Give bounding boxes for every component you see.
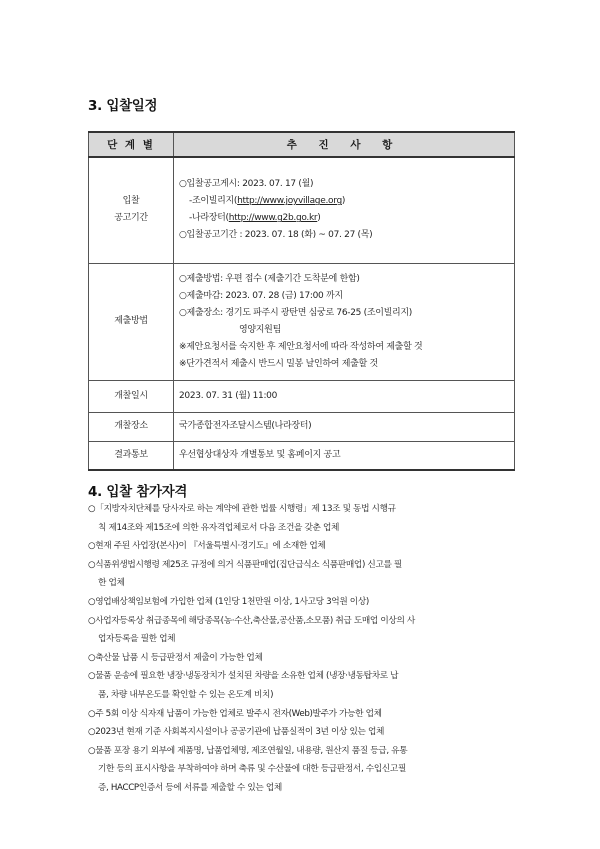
row-label-submission: 제출방법 (89, 263, 174, 380)
g2b-link[interactable]: http://www.g2b.go.kr (228, 213, 318, 224)
row-label-result: 결과통보 (89, 441, 174, 470)
list-item: ○사업자등록상 취급종목에 해당종목(농·수산,축산물,공산품,소모품) 취급 도매업 이상의 사 업자등록을 필한 업체 (88, 615, 415, 645)
header-details: 추 진 사 항 (174, 132, 515, 157)
section-4-title: 4. 입찰 참가자격 (88, 484, 188, 500)
row-content-submission: ○제출방법: 우편 접수 (제출기간 도착분에 한함) ○제출마감: 2023. 07. 28 (금) 17:00 까지 ○제출장소: 경기도 파주시 광탄면 심궁로 76-25 (조이빌리지) 영양지원팀 ※제안요청서를 숙지한 후 제안요청서에 따라 작성하여 제출할 것 ※단가견적서 제출시 반드시 밀봉 날인하여 제출할 것 (174, 263, 515, 380)
list-item: ○식품위생법시행령 제25조 규정에 의거 식품판매업(집단급식소 식품판매업) 신고를 필 한 업체 (88, 559, 402, 589)
row-content-opening-place: 국가종합전자조달시스템(나라장터) (174, 412, 515, 441)
list-item: ○「지방자치단체를 당사자로 하는 계약에 관한 법률 시행령」제 13조 및 동법 시행규 칙 제14조와 제15조에 의한 유자격업체로서 다음 조건을 갖춘 업체 (88, 504, 396, 533)
table-row (89, 263, 515, 380)
list-item: ○영업배상책임보험에 가입한 업체 (1인당 1천만원 이상, 1사고당 3억원 이상) (88, 596, 369, 607)
joyvillage-link[interactable]: http://www.joyvillage.org (237, 196, 342, 207)
list-item: ○물품 운송에 필요한 냉장·냉동장치가 설치된 차량을 소유한 업체 (냉장·냉동탑차로 납 품, 차량 내부온도를 확인할 수 있는 온도계 비치) (88, 671, 399, 700)
list-item: ○2023년 현재 기준 사회복지시설이나 공공기관에 납품실적이 3년 이상 있는 업체 (88, 727, 385, 738)
header-stage: 단 계 별 (89, 132, 174, 157)
schedule-table (88, 131, 515, 471)
table-row (89, 157, 515, 263)
table-header-row (89, 132, 515, 157)
table-row (89, 380, 515, 412)
qualification-list (88, 500, 518, 798)
row-content-announcement: ○입찰공고게시: 2023. 07. 17 (월) -조이빌리지(http://www.joyvillage.org) -나라장터(http://www.g2b.go.kr) ○입찰공고기간 : 2023. 07. 18 (화) ~ 07. 27 (목) (174, 157, 515, 263)
row-label-announcement: 입찰 공고기간 (89, 157, 174, 263)
list-item: ○주 5회 이상 식자재 납품이 가능한 업체로 발주시 전자(Web)발주가 가능한 업체 (88, 708, 382, 719)
row-label-opening-date: 개찰일시 (89, 380, 174, 412)
row-content-result: 우선협상대상자 개별통보 및 홈페이지 공고 (174, 441, 515, 470)
table-row (89, 441, 515, 470)
list-item: ○물품 포장 용기 외부에 제품명, 납품업체명, 제조연월일, 내용량, 원산지 품질 등급, 유통 기한 등의 표시사항을 부착하여야 하며 축류 및 수산물에 대한 등급판정서, 수입신고필 증, HACCP인증서 등에 서류를 제출할 수 있는 업체 (88, 745, 408, 793)
list-item: ○축산물 납품 시 등급판정서 제출이 가능한 업체 (88, 652, 263, 663)
row-label-opening-place: 개찰장소 (89, 412, 174, 441)
section-3-title: 3. 입찰일정 (88, 98, 158, 114)
list-item: ○현재 주된 사업장(본사)이 『서울특별시·경기도』에 소재한 업체 (88, 541, 326, 552)
table-row (89, 412, 515, 441)
row-content-opening-date: 2023. 07. 31 (월) 11:00 (174, 380, 515, 412)
